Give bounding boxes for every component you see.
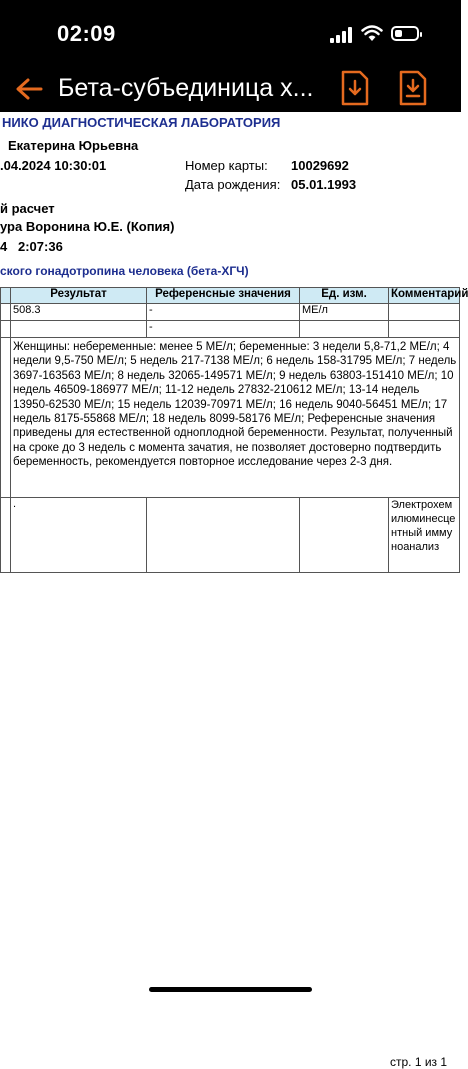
report-time: 2:07:36 [18, 239, 63, 254]
page-number: стр. 1 из 1 [390, 1055, 448, 1069]
top-bar [0, 0, 461, 112]
reference-ranges-text: Женщины: небеременные: менее 5 МЕ/л; беременные: 3 недели 5,8-71,2 МЕ/л; 4 недели 9,5-750 МЕ/л; 5 недель 217-7138 МЕ/л; 6 недель 158-31795 МЕ/л; 7 недель 3697-163563 МЕ/л; 8 недель 32065-149571 МЕ/л; 9 недель 63803-151410 МЕ/л; 10 недель 46509-186977 МЕ/л; 11-12 недель 27832-210612 МЕ/л; 13-14 недель 13950-62530 МЕ/л; 15 недель 12039-70971 МЕ/л; 16 недель 9040-56451 МЕ/л; 17 недель 8175-55868 МЕ/л; 18 недель 8099-58176 МЕ/л; Референсные значения приведены для естественной одноплодной беременности. Результат, полученный на сроке до 3 недель с момента зачатия, не позволяет достоверно подтвердить беременность, рекомендуется повторное исследование через 2-3 дня. [11, 338, 460, 498]
table-header-row [1, 288, 460, 304]
home-indicator[interactable] [149, 987, 312, 992]
screen-title: Бета-субъединица х... [58, 74, 314, 102]
back-arrow-icon[interactable] [14, 76, 44, 102]
doctor-name: ура Воронина Ю.Е. (Копия) [0, 219, 175, 234]
reference-value [147, 498, 300, 573]
result-value [11, 321, 147, 338]
reference-value: - [147, 321, 300, 338]
lab-report-document [0, 112, 468, 1069]
header-comment: Комментарий [389, 288, 460, 304]
table-row [1, 338, 460, 498]
header-result: Результат [11, 288, 147, 304]
result-value: 508.3 [11, 304, 147, 321]
table-row [1, 304, 460, 321]
comment-value [389, 304, 460, 321]
cellular-signal-icon [330, 27, 354, 43]
birth-date-label: Дата рождения: [185, 177, 281, 192]
unit-value [300, 498, 389, 573]
birth-date: 05.01.1993 [291, 177, 357, 192]
patient-name: Екатерина Юрьевна [8, 138, 139, 153]
status-time: 02:09 [57, 21, 116, 46]
method-value: Электрохемилюминесцентный иммуноанализ [389, 498, 460, 573]
card-number-label: Номер карты: [185, 158, 268, 173]
reference-value: - [147, 304, 300, 321]
battery-icon [391, 26, 419, 41]
lab-name: НИКО ДИАГНОСТИЧЕСКАЯ ЛАБОРАТОРИЯ [2, 115, 281, 130]
unit-value [300, 321, 389, 338]
card-number: 10029692 [291, 158, 349, 173]
wifi-icon [361, 24, 383, 42]
download-icon[interactable] [340, 70, 370, 106]
time-prefix: 4 [0, 239, 8, 254]
unit-value: МЕ/л [300, 304, 389, 321]
header-reference: Референсные значения [147, 288, 300, 304]
section-title: ского гонадотропина человека (бета-ХГЧ) [0, 264, 249, 278]
calculation-label: й расчет [0, 201, 55, 216]
table-row [1, 498, 460, 573]
header-unit: Ед. изм. [300, 288, 389, 304]
result-value: . [11, 498, 147, 573]
results-table [0, 287, 468, 573]
report-datetime: .04.2024 10:30:01 [0, 158, 107, 173]
table-row [1, 321, 460, 338]
download-icon[interactable] [398, 70, 428, 106]
comment-value [389, 321, 460, 338]
